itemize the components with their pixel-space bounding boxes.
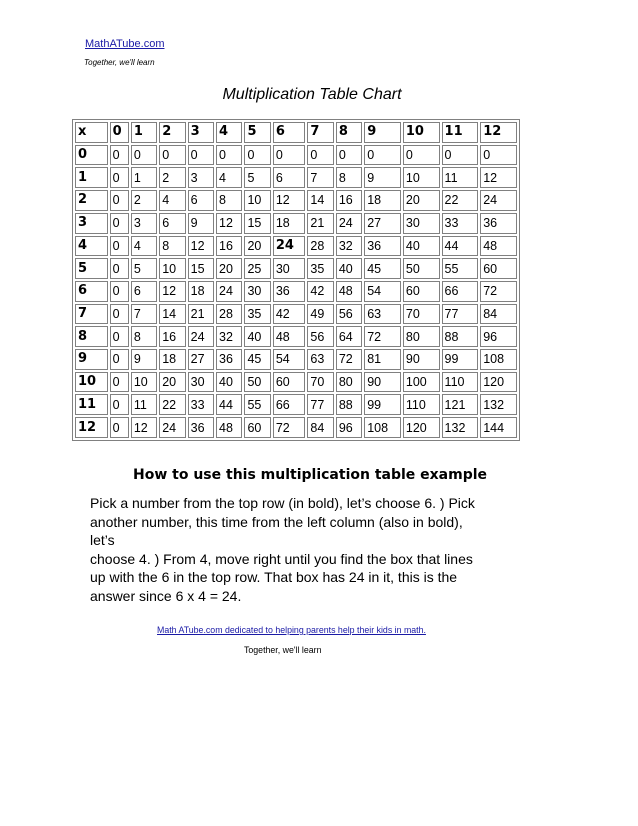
- table-cell: 32: [216, 326, 242, 347]
- table-cell: 60: [273, 372, 306, 393]
- table-cell: 144: [480, 417, 517, 438]
- table-cell: 0: [110, 190, 129, 211]
- table-cell: 49: [307, 304, 333, 325]
- table-cell: 88: [442, 326, 479, 347]
- table-cell: 90: [403, 349, 440, 370]
- table-cell: 24: [159, 417, 185, 438]
- table-cell: 0: [131, 145, 157, 166]
- table-cell: 120: [403, 417, 440, 438]
- row-header: 0: [75, 145, 108, 166]
- table-cell: 8: [216, 190, 242, 211]
- table-cell: 0: [216, 145, 242, 166]
- table-cell: 0: [159, 145, 185, 166]
- table-cell: 44: [216, 394, 242, 415]
- table-cell: 80: [336, 372, 362, 393]
- column-header: 0: [110, 122, 129, 143]
- column-header: 5: [244, 122, 270, 143]
- table-cell: 56: [307, 326, 333, 347]
- table-cell: 0: [364, 145, 401, 166]
- row-header: 9: [75, 349, 108, 370]
- howto-line: Pick a number from the top row (in bold), let’s choose 6. ) Pick: [90, 495, 475, 511]
- howto-line: another number, this time from the left column (also in bold),: [90, 513, 463, 530]
- site-link[interactable]: MathATube.com: [85, 38, 165, 50]
- table-cell: 48: [336, 281, 362, 302]
- table-cell: 7: [131, 304, 157, 325]
- corner-cell: x: [75, 122, 108, 143]
- table-cell: 72: [336, 349, 362, 370]
- table-cell: 36: [188, 417, 214, 438]
- table-cell: 7: [307, 167, 333, 188]
- table-cell: 0: [110, 145, 129, 166]
- table-cell: 72: [480, 281, 517, 302]
- table-cell: 0: [110, 258, 129, 279]
- table-cell: 15: [188, 258, 214, 279]
- table-cell: 40: [403, 236, 440, 257]
- row-header: 10: [75, 372, 108, 393]
- table-cell: 0: [307, 145, 333, 166]
- table-cell: 18: [159, 349, 185, 370]
- table-cell: 60: [244, 417, 270, 438]
- table-cell: 40: [244, 326, 270, 347]
- row-header: 2: [75, 190, 108, 211]
- table-cell: 9: [188, 213, 214, 234]
- table-cell: 84: [480, 304, 517, 325]
- table-cell: 0: [110, 394, 129, 415]
- table-cell: 8: [159, 236, 185, 257]
- table-cell: 70: [307, 372, 333, 393]
- table-cell: 63: [364, 304, 401, 325]
- table-cell: 22: [442, 190, 479, 211]
- table-cell: 50: [403, 258, 440, 279]
- row-header: 3: [75, 213, 108, 234]
- table-cell: 84: [307, 417, 333, 438]
- table-cell: 80: [403, 326, 440, 347]
- table-cell: 9: [364, 167, 401, 188]
- howto-line: up with the 6 in the top row. That box has 24 in it, this is the: [90, 569, 458, 585]
- table-cell: 66: [273, 394, 306, 415]
- table-cell: 4: [131, 236, 157, 257]
- row-header: 6: [75, 281, 108, 302]
- table-row: [75, 167, 517, 188]
- site-tagline: Together, we'll learn: [84, 58, 155, 67]
- table-row: [75, 258, 517, 279]
- table-cell: 4: [216, 167, 242, 188]
- table-cell: 72: [273, 417, 306, 438]
- table-cell: 11: [442, 167, 479, 188]
- column-header: 4: [216, 122, 242, 143]
- howto-line: let’s: [90, 532, 115, 548]
- table-cell: 0: [188, 145, 214, 166]
- table-cell: 120: [480, 372, 517, 393]
- table-cell: 36: [480, 213, 517, 234]
- table-cell: 0: [110, 281, 129, 302]
- column-header: 9: [364, 122, 401, 143]
- table-cell: 14: [307, 190, 333, 211]
- table-cell: 25: [244, 258, 270, 279]
- table-cell: 99: [442, 349, 479, 370]
- table-cell: 55: [442, 258, 479, 279]
- column-header: 2: [159, 122, 185, 143]
- table-cell: 45: [244, 349, 270, 370]
- table-cell: 40: [216, 372, 242, 393]
- column-header: 7: [307, 122, 333, 143]
- table-cell: 21: [307, 213, 333, 234]
- table-cell: 132: [442, 417, 479, 438]
- table-row: [75, 145, 517, 166]
- table-cell: 100: [403, 372, 440, 393]
- table-cell: 24: [216, 281, 242, 302]
- table-cell: 36: [216, 349, 242, 370]
- table-cell: 10: [244, 190, 270, 211]
- table-row: [75, 417, 517, 438]
- row-header: 7: [75, 304, 108, 325]
- table-cell: 28: [216, 304, 242, 325]
- table-cell: 32: [336, 236, 362, 257]
- table-cell: 54: [273, 349, 306, 370]
- row-header: 1: [75, 167, 108, 188]
- table-cell: 40: [336, 258, 362, 279]
- table-cell: 10: [403, 167, 440, 188]
- multiplication-table: [72, 119, 520, 441]
- table-cell: 33: [188, 394, 214, 415]
- table-cell: 24: [336, 213, 362, 234]
- table-cell: 2: [159, 167, 185, 188]
- table-cell: 18: [188, 281, 214, 302]
- table-cell: 3: [188, 167, 214, 188]
- table-cell: 3: [131, 213, 157, 234]
- table-cell: 48: [480, 236, 517, 257]
- table-cell: 88: [336, 394, 362, 415]
- table-cell: 0: [110, 167, 129, 188]
- table-cell: 48: [273, 326, 306, 347]
- table-cell: 16: [216, 236, 242, 257]
- table-cell: 50: [244, 372, 270, 393]
- column-header: 10: [403, 122, 440, 143]
- table-cell: 14: [159, 304, 185, 325]
- table-cell: 0: [273, 145, 306, 166]
- table-cell: 20: [244, 236, 270, 257]
- table-cell: 28: [307, 236, 333, 257]
- table-cell: 0: [110, 349, 129, 370]
- table-cell: 54: [364, 281, 401, 302]
- table-cell: 36: [273, 281, 306, 302]
- table-cell: 12: [480, 167, 517, 188]
- table-cell: 36: [364, 236, 401, 257]
- table-header-row: [75, 122, 517, 143]
- table-cell: 11: [131, 394, 157, 415]
- table-cell: 35: [307, 258, 333, 279]
- table-cell: 77: [442, 304, 479, 325]
- table-cell: 12: [131, 417, 157, 438]
- table-cell: 0: [442, 145, 479, 166]
- table-cell: 110: [442, 372, 479, 393]
- table-cell: 81: [364, 349, 401, 370]
- table-cell: 24: [188, 326, 214, 347]
- chart-title: Multiplication Table Chart: [222, 86, 402, 103]
- table-cell: 99: [364, 394, 401, 415]
- column-header: 11: [442, 122, 479, 143]
- table-cell: 0: [110, 417, 129, 438]
- row-header: 4: [75, 236, 108, 257]
- row-header: 11: [75, 394, 108, 415]
- table-row: [75, 304, 517, 325]
- table-cell: 6: [273, 167, 306, 188]
- table-row: [75, 326, 517, 347]
- table-cell: 0: [110, 213, 129, 234]
- table-row: [75, 349, 517, 370]
- table-cell: 30: [188, 372, 214, 393]
- table-cell: 4: [159, 190, 185, 211]
- table-cell: 90: [364, 372, 401, 393]
- table-cell: 63: [307, 349, 333, 370]
- howto-line: choose 4. ) From 4, move right until you find the box that lines: [90, 550, 473, 567]
- footer-tagline: Together, we'll learn: [244, 645, 322, 655]
- table-cell: 108: [480, 349, 517, 370]
- column-header: 8: [336, 122, 362, 143]
- table-cell: 22: [159, 394, 185, 415]
- table-cell: 16: [159, 326, 185, 347]
- table-row: [75, 236, 517, 257]
- table-cell: 6: [159, 213, 185, 234]
- column-header: 12: [480, 122, 517, 143]
- row-header: 12: [75, 417, 108, 438]
- table-cell: 10: [131, 372, 157, 393]
- table-cell: 24: [480, 190, 517, 211]
- table-cell: 132: [480, 394, 517, 415]
- table-cell: 42: [273, 304, 306, 325]
- table-row: [75, 190, 517, 211]
- table-row: [75, 213, 517, 234]
- table-cell: 30: [244, 281, 270, 302]
- table-cell: 5: [131, 258, 157, 279]
- table-cell: 10: [159, 258, 185, 279]
- table-cell: 12: [188, 236, 214, 257]
- table-cell: 45: [364, 258, 401, 279]
- table-cell: 60: [480, 258, 517, 279]
- table-cell: 77: [307, 394, 333, 415]
- table-cell: 0: [244, 145, 270, 166]
- table-cell: 12: [273, 190, 306, 211]
- table-row: [75, 372, 517, 393]
- column-header: 1: [131, 122, 157, 143]
- table-cell: 2: [131, 190, 157, 211]
- table-cell: 0: [110, 304, 129, 325]
- howto-paragraph: [90, 494, 520, 605]
- table-cell: 60: [403, 281, 440, 302]
- highlighted-cell: 24: [273, 236, 306, 257]
- table-cell: 72: [364, 326, 401, 347]
- table-cell: 8: [336, 167, 362, 188]
- table-cell: 96: [480, 326, 517, 347]
- table-cell: 44: [442, 236, 479, 257]
- table-cell: 12: [216, 213, 242, 234]
- table-cell: 0: [480, 145, 517, 166]
- table-cell: 0: [403, 145, 440, 166]
- table-row: [75, 281, 517, 302]
- table-cell: 108: [364, 417, 401, 438]
- table-cell: 6: [131, 281, 157, 302]
- table-cell: 21: [188, 304, 214, 325]
- table-cell: 42: [307, 281, 333, 302]
- table-cell: 27: [188, 349, 214, 370]
- howto-line: answer since 6 x 4 = 24.: [90, 587, 242, 604]
- table-cell: 18: [273, 213, 306, 234]
- table-cell: 9: [131, 349, 157, 370]
- table-cell: 20: [216, 258, 242, 279]
- table-cell: 121: [442, 394, 479, 415]
- table-cell: 20: [159, 372, 185, 393]
- table-cell: 8: [131, 326, 157, 347]
- footer-link[interactable]: Math ATube.com dedicated to helping parents help their kids in math.: [157, 625, 426, 635]
- table-cell: 64: [336, 326, 362, 347]
- table-cell: 33: [442, 213, 479, 234]
- table-cell: 48: [216, 417, 242, 438]
- table-cell: 0: [110, 372, 129, 393]
- table-cell: 15: [244, 213, 270, 234]
- table-cell: 20: [403, 190, 440, 211]
- table-cell: 55: [244, 394, 270, 415]
- table-row: [75, 394, 517, 415]
- column-header: 6: [273, 122, 306, 143]
- table-cell: 6: [188, 190, 214, 211]
- row-header: 5: [75, 258, 108, 279]
- table-cell: 1: [131, 167, 157, 188]
- table-cell: 70: [403, 304, 440, 325]
- table-cell: 56: [336, 304, 362, 325]
- table-cell: 0: [110, 236, 129, 257]
- table-cell: 110: [403, 394, 440, 415]
- table-cell: 0: [110, 326, 129, 347]
- table-cell: 35: [244, 304, 270, 325]
- column-header: 3: [188, 122, 214, 143]
- table-cell: 27: [364, 213, 401, 234]
- table-cell: 12: [159, 281, 185, 302]
- table-cell: 18: [364, 190, 401, 211]
- table-cell: 0: [336, 145, 362, 166]
- table-cell: 30: [403, 213, 440, 234]
- table-cell: 96: [336, 417, 362, 438]
- row-header: 8: [75, 326, 108, 347]
- table-cell: 5: [244, 167, 270, 188]
- table-cell: 30: [273, 258, 306, 279]
- table-cell: 16: [336, 190, 362, 211]
- howto-heading: How to use this multiplication table example: [133, 467, 488, 483]
- table-cell: 66: [442, 281, 479, 302]
